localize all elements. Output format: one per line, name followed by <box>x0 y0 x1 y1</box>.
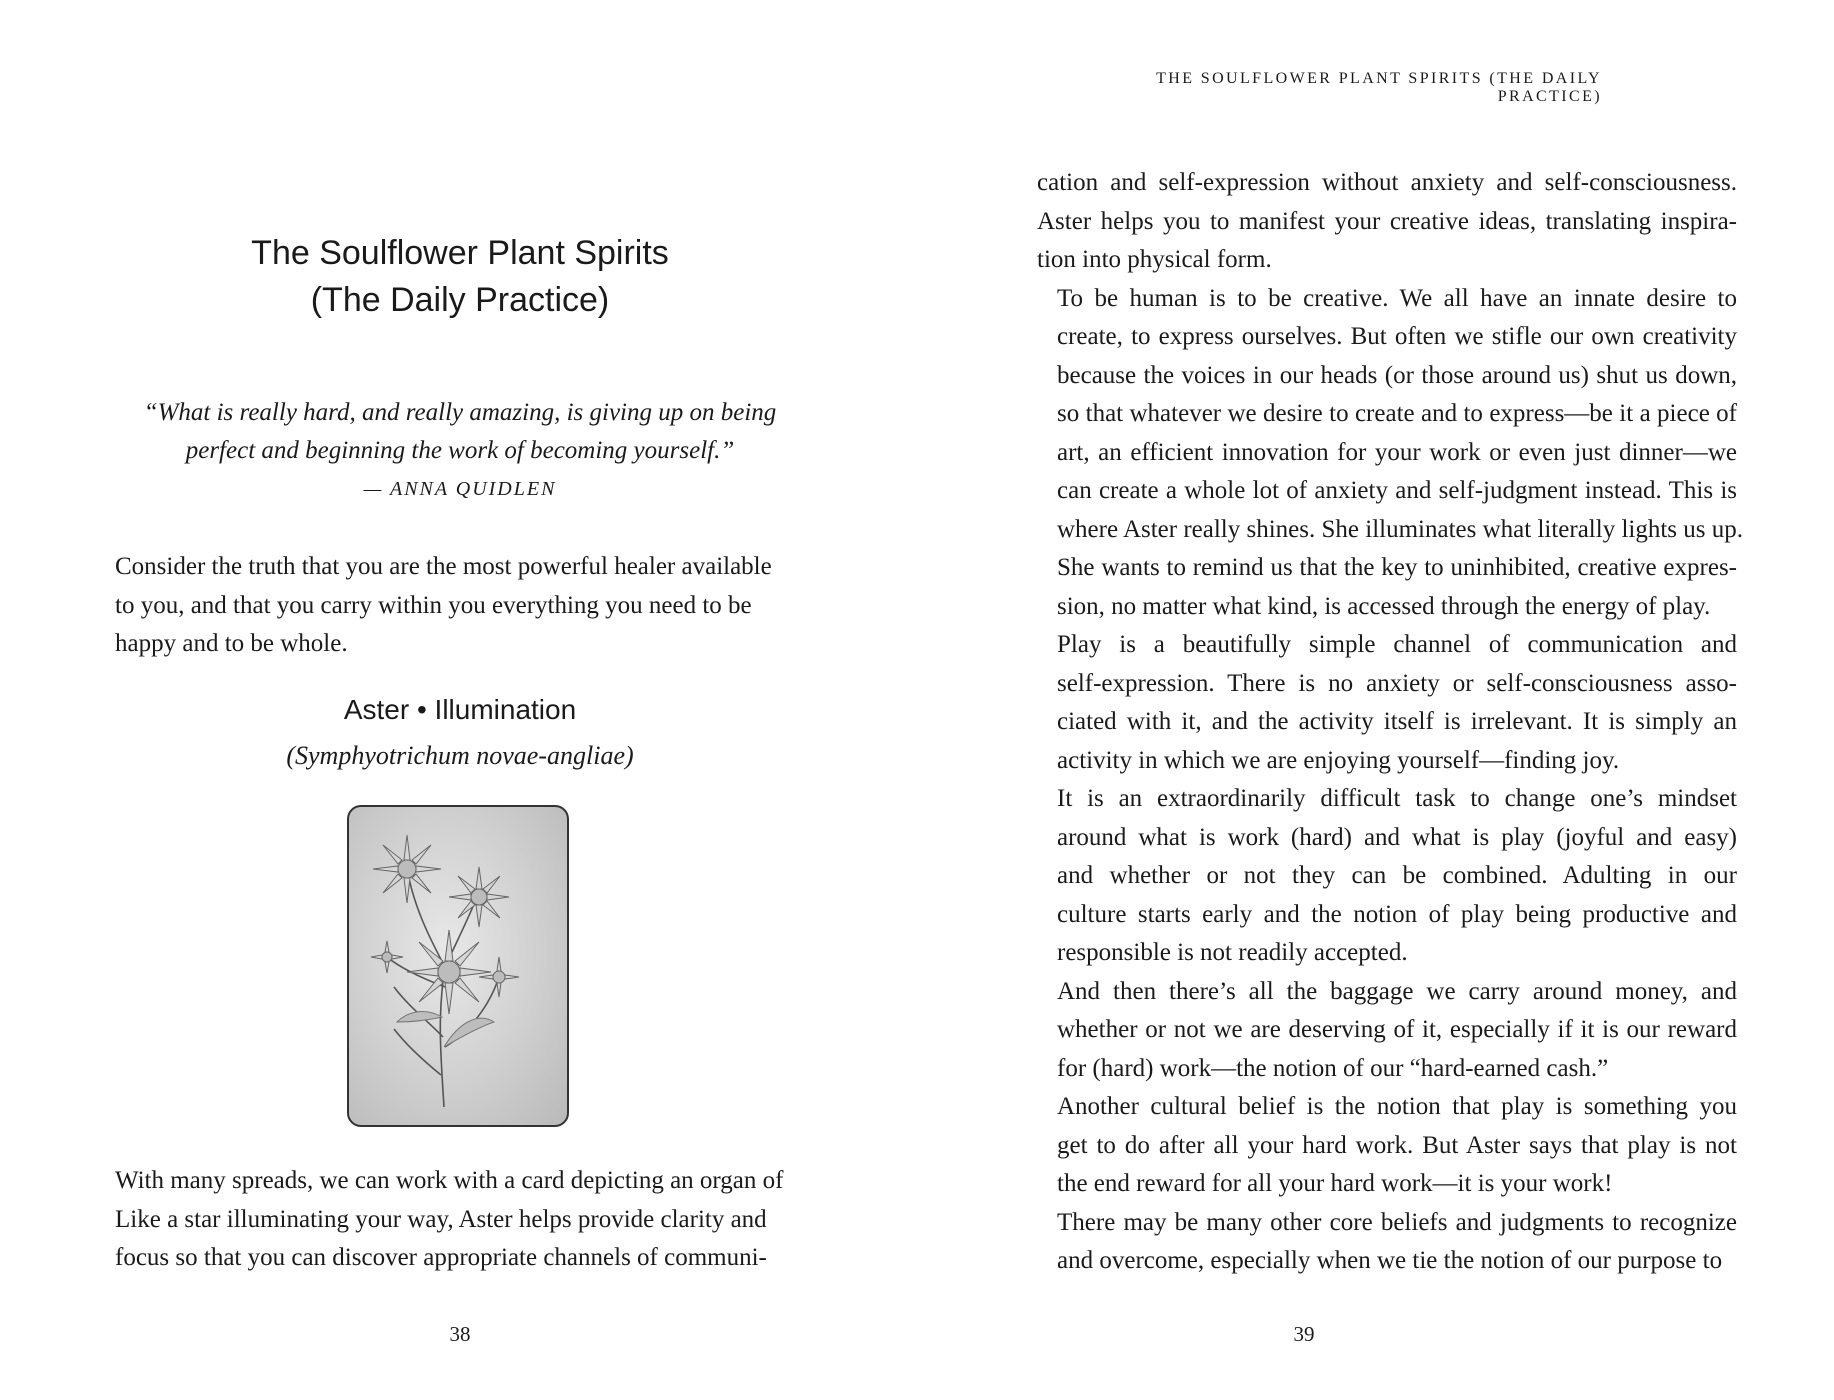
body-paragraph <box>115 1162 815 1278</box>
body-line: To be human is to be creative. We all have an innate desire to <box>1057 284 1737 312</box>
body-line: She wants to remind us that the key to uninhibited, creative expres- <box>1057 554 1737 581</box>
body-line: culture starts early and the notion of play being productive and <box>1057 900 1737 928</box>
body-line: for (hard) work—the notion of our “hard-earned cash.” <box>1057 1054 1609 1082</box>
intro-paragraph <box>115 548 815 664</box>
body-line: focus so that you can discover appropriate channels of communi- <box>115 1244 767 1271</box>
body-paragraph <box>1037 1088 1737 1204</box>
body-line: the end reward for all your hard work—it is your work! <box>1057 1170 1613 1197</box>
body-paragraph <box>1037 973 1737 1089</box>
epigraph-line-1: “What is really hard, and really amazing, is giving up on being <box>143 399 777 426</box>
body-line: self-expression. There is no anxiety or self-consciousness asso- <box>1057 669 1737 697</box>
body-paragraph <box>1037 780 1737 973</box>
body-paragraph <box>1037 1204 1737 1281</box>
flower-heading: Aster • Illumination <box>343 694 577 725</box>
body-line: can create a whole lot of anxiety and self-judgment instead. This is <box>1057 477 1737 504</box>
chapter-title-line-2: (The Daily Practice) <box>310 281 610 319</box>
chapter-title <box>115 230 805 324</box>
body-line: With many spreads, we can work with a card depicting an organ of <box>115 1167 784 1194</box>
body-line: whether or not we are deserving of it, especially if it is our reward <box>1057 1016 1737 1043</box>
body-paragraph <box>1037 280 1743 627</box>
body-line: sion, no matter what kind, is accessed through the energy of play. <box>1057 592 1711 620</box>
page-number: 38 <box>449 1322 471 1346</box>
body-line: ciated with it, and the activity itself is irrelevant. It is simply an <box>1057 708 1737 735</box>
body-line: because the voices in our heads (or those around us) shut us down, <box>1057 361 1737 389</box>
body-line: around what is work (hard) and what is play (joyful and easy) <box>1057 823 1737 851</box>
page-number: 39 <box>1293 1322 1315 1346</box>
intro-line: happy and to be whole. <box>115 630 348 657</box>
right-column-text <box>1037 164 1743 1281</box>
body-line: There may be many other core beliefs and judgments to recognize <box>1057 1208 1737 1236</box>
body-paragraph <box>1037 626 1737 780</box>
body-line: activity in which we are enjoying yourself—finding joy. <box>1057 746 1620 774</box>
intro-line: Consider the truth that you are the most powerful healer available <box>115 553 772 580</box>
body-line: get to do after all your hard work. But Aster says that play is not <box>1057 1131 1737 1159</box>
epigraph-line-2: perfect and beginning the work of becoming yourself.” <box>185 437 735 464</box>
intro-line: to you, and that you carry within you everything you need to be <box>115 591 752 619</box>
body-line: responsible is not readily accepted. <box>1057 939 1408 966</box>
body-line: tion into physical form. <box>1037 246 1272 273</box>
body-line: where Aster really shines. She illuminates what literally lights us up. <box>1057 515 1743 543</box>
body-line: And then there’s all the baggage we carry around money, and <box>1057 977 1737 1005</box>
body-line: so that whatever we desire to create and to express—be it a piece of <box>1057 400 1737 427</box>
flower-latin-name: (Symphyotrichum novae-angliae) <box>286 741 634 770</box>
body-line: art, an efficient innovation for your work or even just dinner—we <box>1057 438 1737 466</box>
body-line: create, to express ourselves. But often we stifle our own creativity <box>1057 323 1737 350</box>
body-line: and whether or not they can be combined. Adulting in our <box>1057 862 1737 889</box>
chapter-title-line-1: The Soulflower Plant Spirits <box>251 234 669 272</box>
body-line: cation and self-expression without anxiety and self-consciousness. <box>1037 169 1737 196</box>
aster-card-illustration <box>347 805 569 1127</box>
body-line: Another cultural belief is the notion that play is something you <box>1057 1093 1737 1120</box>
epigraph-attribution: — ANNA QUIDLEN <box>363 478 557 500</box>
body-line: It is an extraordinarily difficult task to change one’s mindset <box>1057 785 1737 812</box>
epigraph <box>115 394 805 508</box>
body-paragraph <box>1037 164 1737 280</box>
aster-flower-drawing <box>349 807 567 1125</box>
body-line: and overcome, especially when we tie the notion of our purpose to <box>1057 1247 1723 1274</box>
body-line: Like a star illuminating your way, Aster helps provide clarity and <box>115 1205 767 1233</box>
right-page <box>917 0 1834 1400</box>
running-head: THE SOULFLOWER PLANT SPIRITS (THE DAILY PRACTICE) <box>1156 70 1602 105</box>
body-line: Play is a beautifully simple channel of communication and <box>1057 631 1737 658</box>
body-line: Aster helps you to manifest your creative ideas, translating inspira- <box>1037 207 1737 235</box>
